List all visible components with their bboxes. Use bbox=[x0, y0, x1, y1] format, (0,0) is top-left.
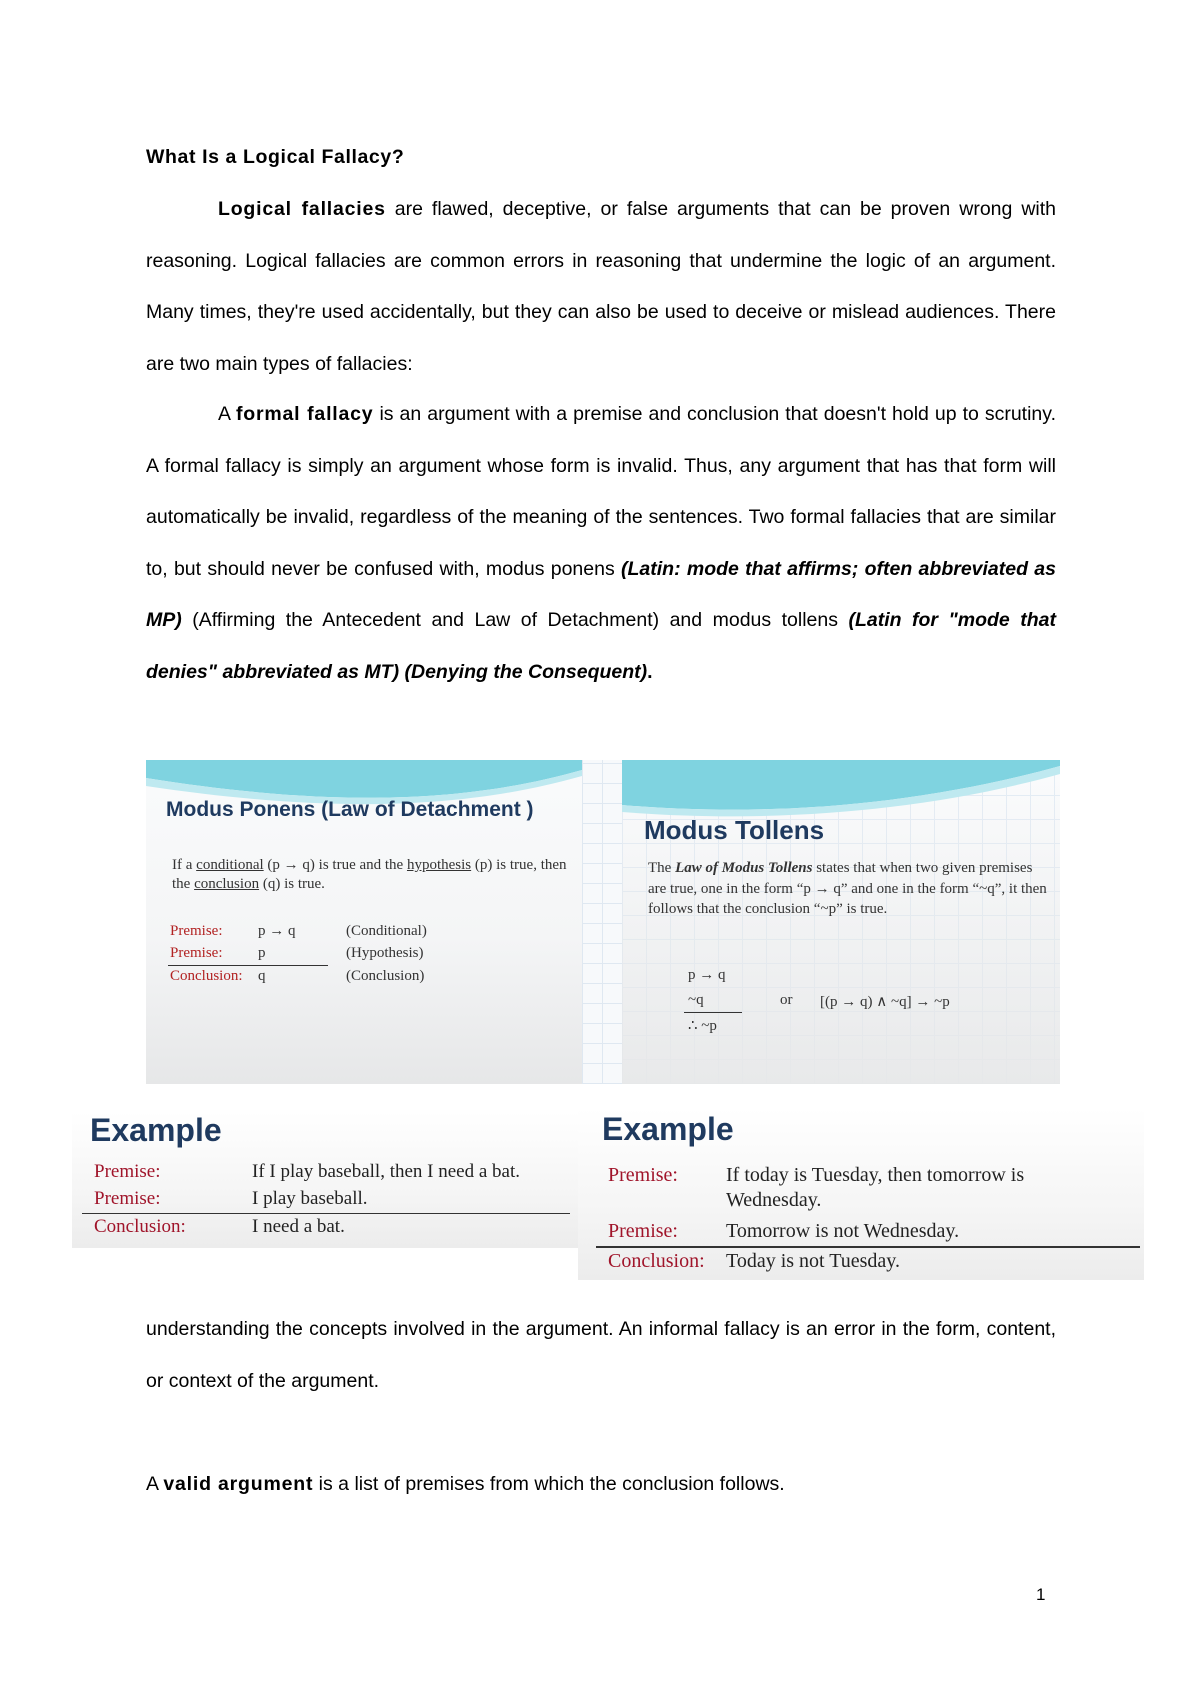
slide-description: If a conditional (p → q) is true and the hypothesis (p) is true, then the conclusion (q) is true. bbox=[172, 857, 567, 892]
p2-text1: is an argument with a premise and conclusion that doesn't hold up to scrutiny. A formal fallacy is simply an argument whose form is invalid. Thus, any argument that has that form will automatically be invalid, regardless of the meaning of the sentences. Two formal fallacies that are similar to, but should never be confused with, modus ponens bbox=[146, 403, 1056, 580]
p2-text2: (Affirming the Antecedent and Law of Detachment) and modus tollens bbox=[181, 609, 849, 631]
term-logical-fallacies: Logical fallacies bbox=[218, 198, 386, 220]
premise-label: Premise: bbox=[94, 1188, 161, 1209]
premise-note: (Hypothesis) bbox=[346, 945, 424, 961]
p1-text: are flawed, deceptive, or false arguments that can be proven wrong with reasoning. Logical fallacies are common errors in reasoning that undermine the logic of an argument. Many times, they're used accidentally, but they can also be used to deceive or mislead audiences. There are two main types of fallacies: bbox=[146, 198, 1057, 375]
conclusion-label: Conclusion: bbox=[170, 968, 243, 984]
premise-text: If today is Tuesday, then tomorrow is bbox=[726, 1164, 1025, 1186]
example-title: Example bbox=[602, 1111, 734, 1147]
paragraph-logical-fallacies bbox=[146, 184, 1056, 390]
logic-conclusion: ∴ ~p bbox=[688, 1018, 717, 1034]
term-valid-argument: valid argument bbox=[163, 1473, 314, 1495]
paragraph-informal-fallacy: understanding the concepts involved in the argument. An informal fallacy is an error in the form, content, or context of the argument. bbox=[146, 1318, 1056, 1392]
divider bbox=[596, 1246, 1140, 1248]
slide-description: The Law of Modus Tollens states that when two given premises are true, one in the form “p → q” and one in the form “~q”, it then follows that the conclusion “~p” is true. bbox=[648, 860, 1047, 917]
page-number: 1 bbox=[1036, 1585, 1046, 1604]
premise-text: Tomorrow is not Wednesday. bbox=[726, 1220, 960, 1242]
slide-wave-decoration bbox=[622, 760, 1060, 820]
conclusion-note: (Conclusion) bbox=[346, 968, 425, 984]
premise-label: Premise: bbox=[170, 945, 223, 961]
section-heading: What Is a Logical Fallacy? bbox=[146, 146, 405, 168]
slide-modus-tollens bbox=[622, 760, 1060, 1084]
logic-formula: [(p → q) ∧ ~q] → ~p bbox=[820, 994, 950, 1010]
premise-note: (Conditional) bbox=[346, 923, 427, 939]
conclusion-text: I need a bat. bbox=[252, 1216, 345, 1237]
example-modus-ponens bbox=[72, 1112, 580, 1248]
premise-label: Premise: bbox=[608, 1164, 678, 1186]
premise-text: If I play baseball, then I need a bat. bbox=[252, 1161, 520, 1182]
conclusion-label: Conclusion: bbox=[94, 1216, 186, 1237]
term-formal-fallacy: formal fallacy bbox=[235, 403, 374, 425]
slide-title: Modus Ponens (Law of Detachment ) bbox=[166, 798, 534, 821]
note-modus-tollens: (Latin for "mode that denies" abbreviated as MT) (Denying the Consequent) bbox=[146, 609, 1056, 683]
premise-text: I play baseball. bbox=[252, 1188, 368, 1209]
slide-title: Modus Tollens bbox=[644, 815, 825, 845]
conclusion-label: Conclusion: bbox=[608, 1250, 705, 1272]
divider bbox=[684, 1012, 742, 1013]
paragraph-valid-argument: A valid argument is a list of premises from which the conclusion follows. bbox=[146, 1473, 785, 1495]
conclusion-text: Today is not Tuesday. bbox=[726, 1250, 900, 1272]
p2-lead: A bbox=[218, 403, 236, 425]
divider bbox=[82, 1213, 570, 1214]
divider bbox=[168, 965, 328, 966]
premise-label: Premise: bbox=[608, 1220, 678, 1242]
premise-expression: p → q bbox=[258, 923, 296, 939]
slide-modus-ponens bbox=[146, 760, 582, 1084]
premise-label: Premise: bbox=[170, 923, 223, 939]
premise-text-continued: Wednesday. bbox=[726, 1189, 822, 1211]
example-modus-tollens bbox=[578, 1108, 1144, 1280]
slide-gap-grid bbox=[582, 760, 622, 1084]
example-title: Example bbox=[90, 1112, 222, 1148]
paragraph-formal-fallacy bbox=[146, 389, 1056, 698]
p2-end: . bbox=[647, 660, 653, 683]
conclusion-expression: q bbox=[258, 968, 266, 984]
premise-label: Premise: bbox=[94, 1161, 161, 1182]
or-label: or bbox=[780, 992, 793, 1008]
logic-line: ~q bbox=[688, 992, 704, 1008]
premise-expression: p bbox=[258, 945, 266, 961]
logic-line: p → q bbox=[688, 967, 726, 983]
note-modus-ponens: (Latin: mode that affirms; often abbreviated as MP) bbox=[146, 557, 1056, 631]
